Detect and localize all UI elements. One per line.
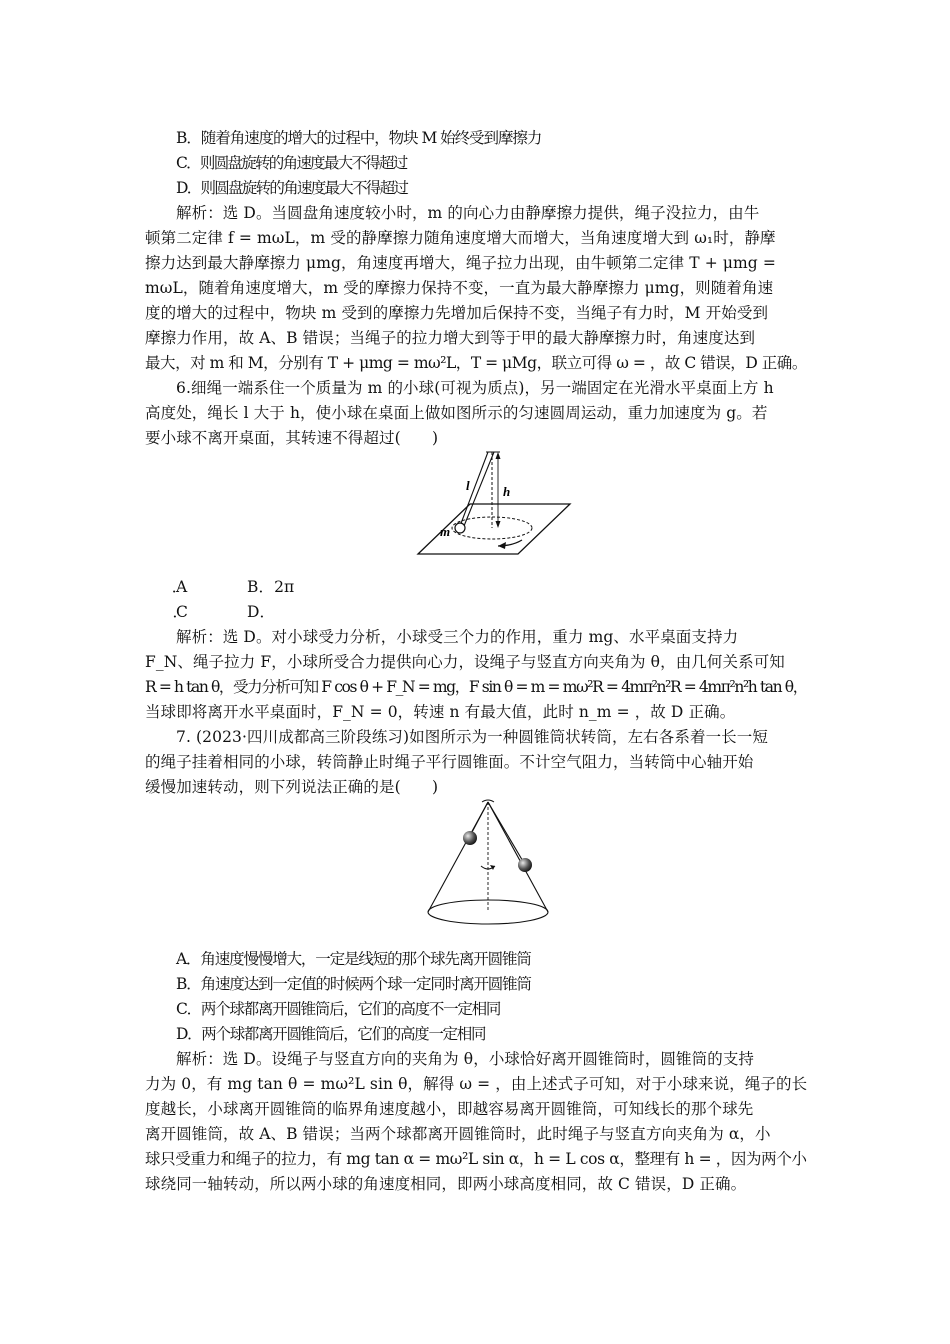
q6-analysis-line: F_N、绳子拉力 F，小球所受合力提供向心力，设绳子与竖直方向夹角为 θ，由几何关系可知 xyxy=(145,653,785,671)
q5-option-b: B．随着角速度的增大的过程中，物块 M 始终受到摩擦力 xyxy=(176,129,542,147)
q5-option-d: D．则圆盘旋转的角速度最大不得超过 xyxy=(176,179,408,197)
label-l: l xyxy=(466,478,470,493)
q6-figure xyxy=(410,448,580,560)
q5-analysis-line: 最大，对 m 和 M，分别有 T + μmg = mω²L，T = μMg，联立可得 ω = ，故 C 错误，D 正确。 xyxy=(145,354,807,372)
label-h: h xyxy=(503,484,511,499)
long-string-ball xyxy=(518,858,532,872)
q7-stem-line: 缓慢加速转动，则下列说法正确的是( ) xyxy=(145,778,439,796)
q6-option-b: B．2π xyxy=(247,578,295,596)
q5-analysis-line: 度的增大的过程中，物块 m 受到的摩擦力先增加后保持不变，当绳子有力时，M 开始受到 xyxy=(145,304,769,322)
q6-analysis-line: R = h tan θ，受力分析可知 F cos θ + F_N = mg，F sin θ = m = mω²R = 4mπ²n²R = 4mπ²n²h tan θ， xyxy=(145,678,807,696)
q6-stem-line: 6.细绳一端系住一个质量为 m 的小球(可视为质点)，另一端固定在光滑水平桌面上方 h xyxy=(176,379,774,397)
q5-option-c: C．则圆盘旋转的角速度最大不得超过 xyxy=(176,154,407,172)
q7-stem-line: 7. (2023·四川成都高三阶段练习)如图所示为一种圆锥筒状转筒，左右各系着一长一短 xyxy=(176,728,768,746)
q6-analysis-line: 当球即将离开水平桌面时，F_N = 0，转速 n 有最大值，此时 n_m = ，故 D 正确。 xyxy=(145,703,736,721)
q6-stem-line: 高度处，绳长 l 大于 h，使小球在桌面上做如图所示的匀速圆周运动，重力加速度为 g。若 xyxy=(145,404,768,422)
q6-option-d: D． xyxy=(247,603,276,621)
q5-analysis-line: 擦力达到最大静摩擦力 μmg，角速度再增大，绳子拉力出现，由牛顿第二定律 T + μmg = xyxy=(145,254,776,272)
q7-analysis-line: 度越长，小球离开圆锥筒的临界角速度越小，即越容易离开圆锥筒，可知线长的那个球先 xyxy=(145,1100,754,1118)
q5-analysis-line: 顿第二定律 f = mωL，m 受的静摩擦力随角速度增大而增大，当角速度增大到 ω₁时，静摩 xyxy=(145,229,776,247)
q7-analysis-line: 离开圆锥筒，故 A、B 错误；当两个球都离开圆锥筒时，此时绳子与竖直方向夹角为 α，小 xyxy=(145,1125,771,1143)
q7-analysis-line: 球只受重力和绳子的拉力，有 mg tan α = mω²L sin α，h = L cos α，整理有 h = ，因为两个小 xyxy=(145,1150,807,1168)
q6-stem-line: 要小球不离开桌面，其转速不得超过( ) xyxy=(145,429,439,447)
q7-option-d: D．两个球都离开圆锥筒后，它们的高度一定相同 xyxy=(176,1025,486,1043)
label-m: m xyxy=(440,524,451,539)
q7-option-a: A．角速度慢慢增大，一定是线短的那个球先离开圆锥筒 xyxy=(176,950,531,968)
short-string-ball xyxy=(463,831,477,845)
q7-analysis-line: 球绕同一轴转动，所以两小球的角速度相同，即两小球高度相同，故 C 错误，D 正确。 xyxy=(145,1175,747,1193)
q7-option-b: B．角速度达到一定值的时候两个球一定同时离开圆锥筒 xyxy=(176,975,531,993)
q7-analysis-line: 力为 0，有 mg tan θ = mω²L sin θ，解得 ω = ，由上述式子可知，对于小球来说，绳子的长 xyxy=(145,1075,808,1093)
q6-analysis-line: 解析：选 D。对小球受力分析，小球受三个力的作用，重力 mg、水平桌面支持力 xyxy=(176,628,739,646)
q5-analysis-line: 解析：选 D。当圆盘角速度较小时，m 的向心力由静摩擦力提供，绳子没拉力，由牛 xyxy=(176,204,760,222)
q7-analysis-line: 解析：选 D。设绳子与竖直方向的夹角为 θ，小球恰好离开圆锥筒时，圆锥筒的支持 xyxy=(176,1050,755,1068)
q7-figure xyxy=(418,796,548,932)
q5-analysis-line: 摩擦力作用，故 A、B 错误；当绳子的拉力增大到等于甲的最大静摩擦力时，角速度达到 xyxy=(145,329,756,347)
q7-option-c: C．两个球都离开圆锥筒后，它们的高度不一定相同 xyxy=(176,1000,501,1018)
q7-stem-line: 的绳子挂着相同的小球，转筒静止时绳子平行圆锥面。不计空气阻力，当转筒中心轴开始 xyxy=(145,753,754,771)
q5-analysis-line: mωL，随着角速度增大，m 受的摩擦力保持不变，一直为最大静摩擦力 μmg，则随着角速 xyxy=(145,279,774,297)
